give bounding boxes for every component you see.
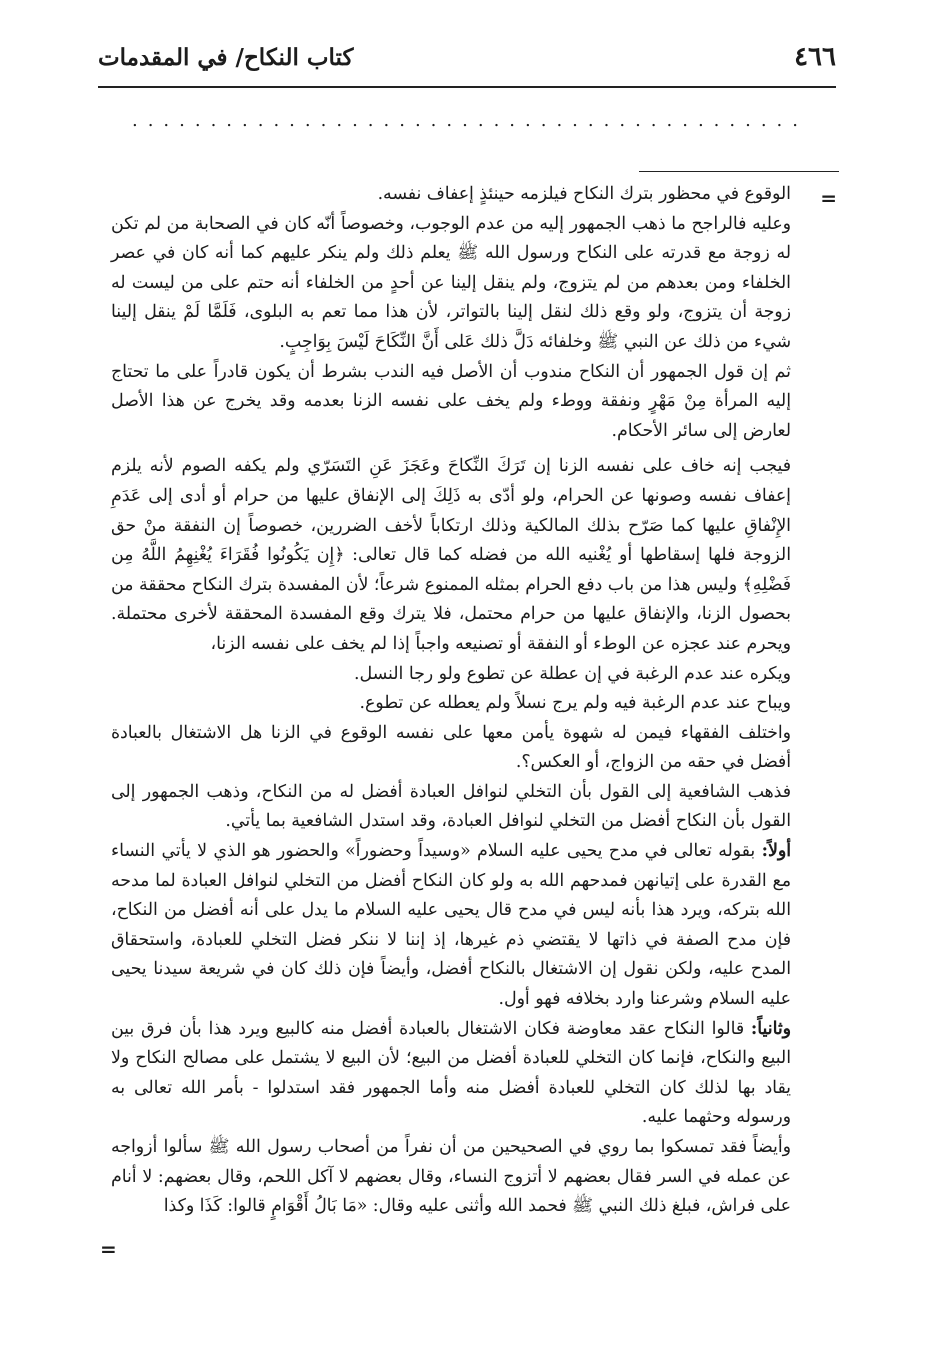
page-header	[98, 38, 836, 88]
footnote-rule	[639, 171, 839, 172]
continuation-mark-bottom: =	[100, 1237, 117, 1261]
footnote-paragraph	[111, 358, 791, 447]
footnote-paragraph	[111, 180, 791, 210]
paragraph-text: وأيضاً فقد تمسكوا بما روي في الصحيحين من أن نفراً من أصحاب رسول الله ﷺ سألوا أزواجه عن عمله في السر فقال بعضهم لا أتزوج النساء، وقال بعضهم لا آكل اللحم، وقال بعضهم: لا أنام على فراش، فبلغ ذلك النبي ﷺ فحمد الله وأثنى عليه وقال: «مَا بَالُ أَقْوَامٍ قالوا: كَذَا وكذا	[111, 1137, 791, 1217]
paragraph-text: الوقوع في محظور بترك النكاح فيلزمه حينئذٍ إعفاف نفسه.	[377, 184, 791, 204]
dotted-separator: ...........................................	[131, 110, 809, 131]
paragraph-text: وعليه فالراجح ما ذهب الجمهور إليه من عدم الوجوب، وخصوصاً أنّه كان في الصحابة من لم تكن له زوجة مع قدرته على النكاح ورسول الله ﷺ يعلم ذلك ولم ينكر عليهم كما أنه كان في عصر الخلفاء ومن بعدهم من لم يتزوج، ولم ينقل إلينا عن أحدٍ من الخلفاء أنه حتم على من ليست له زوجة أن يتزوج، ولو وقع ذلك لنقل إلينا بالتواتر، لأن هذا مما تعم به البلوى، فَلَمَّا لَمْ ينقل إلينا شيء من ذلك عن النبي ﷺ وخلفائه دَلَّ ذلك عَلى أَنَّ النِّكَاحَ لَيْسَ بِوَاجِبٍ.	[111, 213, 791, 352]
footnote-paragraph	[111, 1015, 791, 1133]
paragraph-text: ويكره عند عدم الرغبة في إن عطلة عن تطوع ولو رجا النسل.	[354, 663, 791, 684]
running-title: كتاب النكاح/ في المقدمات	[98, 44, 354, 71]
footnote-paragraph	[111, 719, 791, 778]
footnote-text	[111, 180, 791, 1222]
paragraph-text: قالوا النكاح عقد معاوضة فكان الاشتغال بالعبادة أفضل منه كالبيع ويرد هذا بأن فرق بين البيع والنكاح، فإنما كان التخلي للعبادة أفضل من البيع؛ لأن البيع لا يشتمل على مصالح النكاح ولا يقاد بها لذلك كان التخلي للعبادة أفضل منه وأما الجمهور فقد استدلوا - بأمر الله تعالى به ورسوله وحثهما عليه.	[111, 1018, 791, 1128]
paragraph-text: بقوله تعالى في مدح يحيى عليه السلام «وسيداً وحضوراً» والحضور هو الذي لا يأتي النساء مع القدرة على إتيانهن فمدحهم الله به ولو كان النكاح أفضل من التخلي لنوافل العبادة لما مدحه الله بتركه، ويرد هذا بأنه ليس في مدح قال يحيى عليه السلام ما يدل على أنه أفضل من النكاح، فإن مدح الصفة في ذاتها لا يقتضي ذم غيرها، إذ إننا لا ننكر فضل التخلي للعبادة، واستحقاق المدح عليه، ولكن نقول إن الاشتغال بالنكاح أفضل، وأيضاً فإن ذلك كان في شريعة سيدنا يحيى عليه السلام وشرعنا وارد بخلافه فهو أول.	[111, 841, 791, 1010]
paragraph-text: ثم إن قول الجمهور أن النكاح مندوب أن الأصل فيه الندب بشرط أن يكون قادراً على ما تحتاج إليه المرأة مِنْ مَهْرٍ ونفقة ووطء ولم يخف على نفسه الزنا بعدمه وقد يخرج عن هذا الأصل لعارض إلى سائر الأحكام.	[111, 361, 791, 441]
paragraph-text: ويباح عند عدم الرغبة فيه ولم يرج نسلاً ولم يعطله عن تطوع.	[359, 693, 791, 714]
paragraph-text: فذهب الشافعية إلى القول بأن التخلي لنوافل العبادة أفضل له من النكاح، وذهب الجمهور إلى القول بأن النكاح أفضل من التخلي لنوافل العبادة، وقد استدل الشافعية بما يأتي.	[111, 781, 791, 832]
footnote-paragraph	[111, 660, 791, 690]
footnote-paragraph	[111, 837, 791, 1015]
footnote-paragraph	[111, 778, 791, 837]
page-number: ٤٦٦	[794, 42, 836, 72]
paragraph-lead: أولاً:	[761, 841, 791, 862]
paragraph-lead: وثانياً:	[750, 1018, 791, 1039]
footnote-paragraph	[111, 210, 791, 358]
footnote-paragraph	[111, 452, 791, 659]
continuation-mark-top: =	[820, 186, 837, 210]
footnote-paragraph	[111, 689, 791, 719]
footnote-paragraph	[111, 1133, 791, 1222]
paragraph-text: فيجب إنه خاف على نفسه الزنا إن تَرَكَ النِّكاحَ وعَجَزَ عَنِ التَسَرّي ولم يكفه الصوم لأنه يلزم إعفاف نفسه وصونها عن الحرام، ولو أدّى به ذَلِكَ إلى الإنفاق عليها من حرام أو أدى إلى عَدَمِ الإِنْفاقِ عليها كما صَرّح بذلك المالكية وذلك ارتكاباً لأخف الضررين، خصوصاً إن النفقة منْ حق الزوجة فلها إسقاطها أو يُغْنيه الله من فضله كما قال تعالى: ﴿إِن يَكُونُوا فُقَرَاءَ يُغْنِهِمُ اللَّهُ مِن فَضْلِهِ﴾ وليس هذا من باب دفع الحرام بمثله الممنوع شرعاً؛ لأن المفسدة بترك النكاح محققة من بحصول الزنا، والإنفاق عليها من حرام محتمل، فلا يترك وقع المفسدة المحققة لأخرى محتملة. ويحرم عند عجزه عن الوطء أو النفقة أو تصنيعه واجباً إذا لم يخف على نفسه الزنا،	[111, 456, 791, 654]
paragraph-text: واختلف الفقهاء فيمن له شهوة يأمن معها على نفسه الوقوع في الزنا هل الاشتغال بالعبادة أفضل في حقه من الزواج، أو العكس؟.	[111, 722, 791, 773]
